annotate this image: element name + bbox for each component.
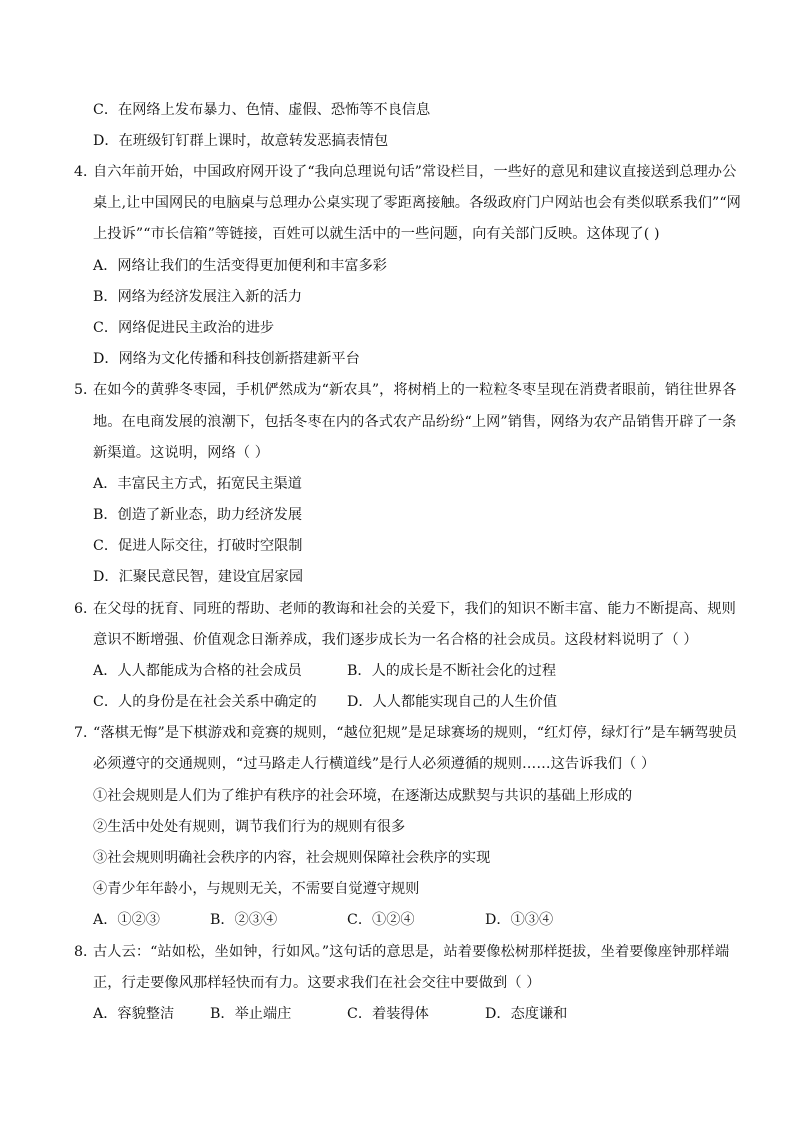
q5-stem-line: 新渠道。这说明，网络（ ）: [93, 445, 270, 461]
q4-number: 4．: [74, 164, 98, 180]
q5-number: 5．: [74, 382, 98, 398]
q4-option-a: A．网络让我们的生活变得更加便利和丰富多彩: [93, 258, 387, 274]
q7-option-d: D．①③④: [485, 912, 554, 928]
q6-stem-line: 意识不断增强、价值观念日渐养成，我们逐步成长为一名合格的社会成员。这段材料说明了（ ）: [93, 632, 698, 648]
q8-stem-line: 古人云：“站如松，坐如钟，行如风。”这句话的意思是，站着要像松树那样挺拔，坐着要像座钟那样端: [93, 944, 730, 960]
q5-stem-line: 地。在电商发展的浪潮下，包括冬枣在内的各式农产品纷纷“上网”销售，网络为农产品销售开辟了一条: [93, 414, 737, 430]
q8-option-d: D．态度谦和: [485, 1006, 568, 1022]
q8-option-a: A．容貌整洁: [93, 1006, 175, 1022]
q7-option-c: C．①②④: [347, 912, 415, 928]
q7-stem-line: “落棋无悔”是下棋游戏和竞赛的规则，“越位犯规”是足球赛场的规则，“红灯停，绿灯行”是车辆驾驶员: [93, 725, 738, 741]
q6-option-a: A．人人都能成为合格的社会成员: [93, 663, 302, 679]
q5-option-d: D．汇聚民意民智，建设宜居家园: [93, 569, 304, 585]
q8-option-c: C．着装得体: [347, 1006, 429, 1022]
q8-stem-line: 正，行走要像风那样轻快而有力。这要求我们在社会交往中要做到（ ）: [93, 975, 541, 991]
q4-stem-line: 自六年前开始，中国政府网开设了“我向总理说句话”常设栏目，一些好的意见和建议直接送到总理办公: [93, 164, 737, 180]
q8-number: 8．: [74, 944, 98, 960]
q6-option-d: D．人人都能实现自己的人生价值: [347, 694, 558, 710]
q7-option-a: A．①②③: [93, 912, 160, 928]
q4-option-b: B．网络为经济发展注入新的活力: [93, 289, 303, 305]
q5-option-b: B．创造了新业态，助力经济发展: [93, 507, 303, 523]
q5-option-c: C．促进人际交往，打破时空限制: [93, 538, 303, 554]
q7-statement: ②生活中处处有规则，调节我们行为的规则有很多: [93, 819, 406, 835]
q7-statement: ④青少年年龄小，与规则无关，不需要自觉遵守规则: [93, 881, 420, 897]
q6-option-c: C．人的身份是在社会关系中确定的: [93, 694, 317, 710]
q4-stem-line: 桌上,让中国网民的电脑桌与总理办公桌实现了零距离接触。各级政府门户网站也会有类似联系我们”“网: [93, 195, 741, 211]
q5-option-a: A．丰富民主方式，拓宽民主渠道: [93, 476, 302, 492]
q4-stem-line: 上投诉”“市长信箱”等链接，百姓可以就生活中的一些问题，向有关部门反映。这体现了( ): [93, 226, 660, 242]
q6-number: 6．: [74, 601, 98, 617]
q3-option-d: D．在班级钉钉群上课时，故意转发恶搞表情包: [93, 133, 389, 149]
q8-option-b: B．举止端庄: [210, 1006, 292, 1022]
q7-number: 7．: [74, 725, 98, 741]
q3-option-c: C．在网络上发布暴力、色情、虚假、恐怖等不良信息: [93, 102, 431, 118]
q5-stem-line: 在如今的黄骅冬枣园，手机俨然成为“新农具”，将树梢上的一粒粒冬枣呈现在消费者眼前，销往世界各: [93, 382, 737, 398]
q4-option-d: D．网络为文化传播和科技创新搭建新平台: [93, 351, 360, 367]
q4-option-c: C．网络促进民主政治的进步: [93, 320, 275, 336]
q7-statement: ①社会规则是人们为了维护有秩序的社会环境，在逐渐达成默契与共识的基础上形成的: [93, 788, 633, 804]
q7-stem-line: 必须遵守的交通规则，“过马路走人行横道线”是行人必须遵循的规则……这告诉我们（ ）: [93, 756, 656, 772]
q6-stem-line: 在父母的抚育、同班的帮助、老师的教诲和社会的关爱下，我们的知识不断丰富、能力不断提高、规则: [93, 601, 736, 617]
q6-option-b: B．人的成长是不断社会化的过程: [347, 663, 557, 679]
q7-option-b: B．②③④: [210, 912, 278, 928]
q7-statement: ③社会规则明确社会秩序的内容，社会规则保障社会秩序的实现: [93, 850, 491, 866]
